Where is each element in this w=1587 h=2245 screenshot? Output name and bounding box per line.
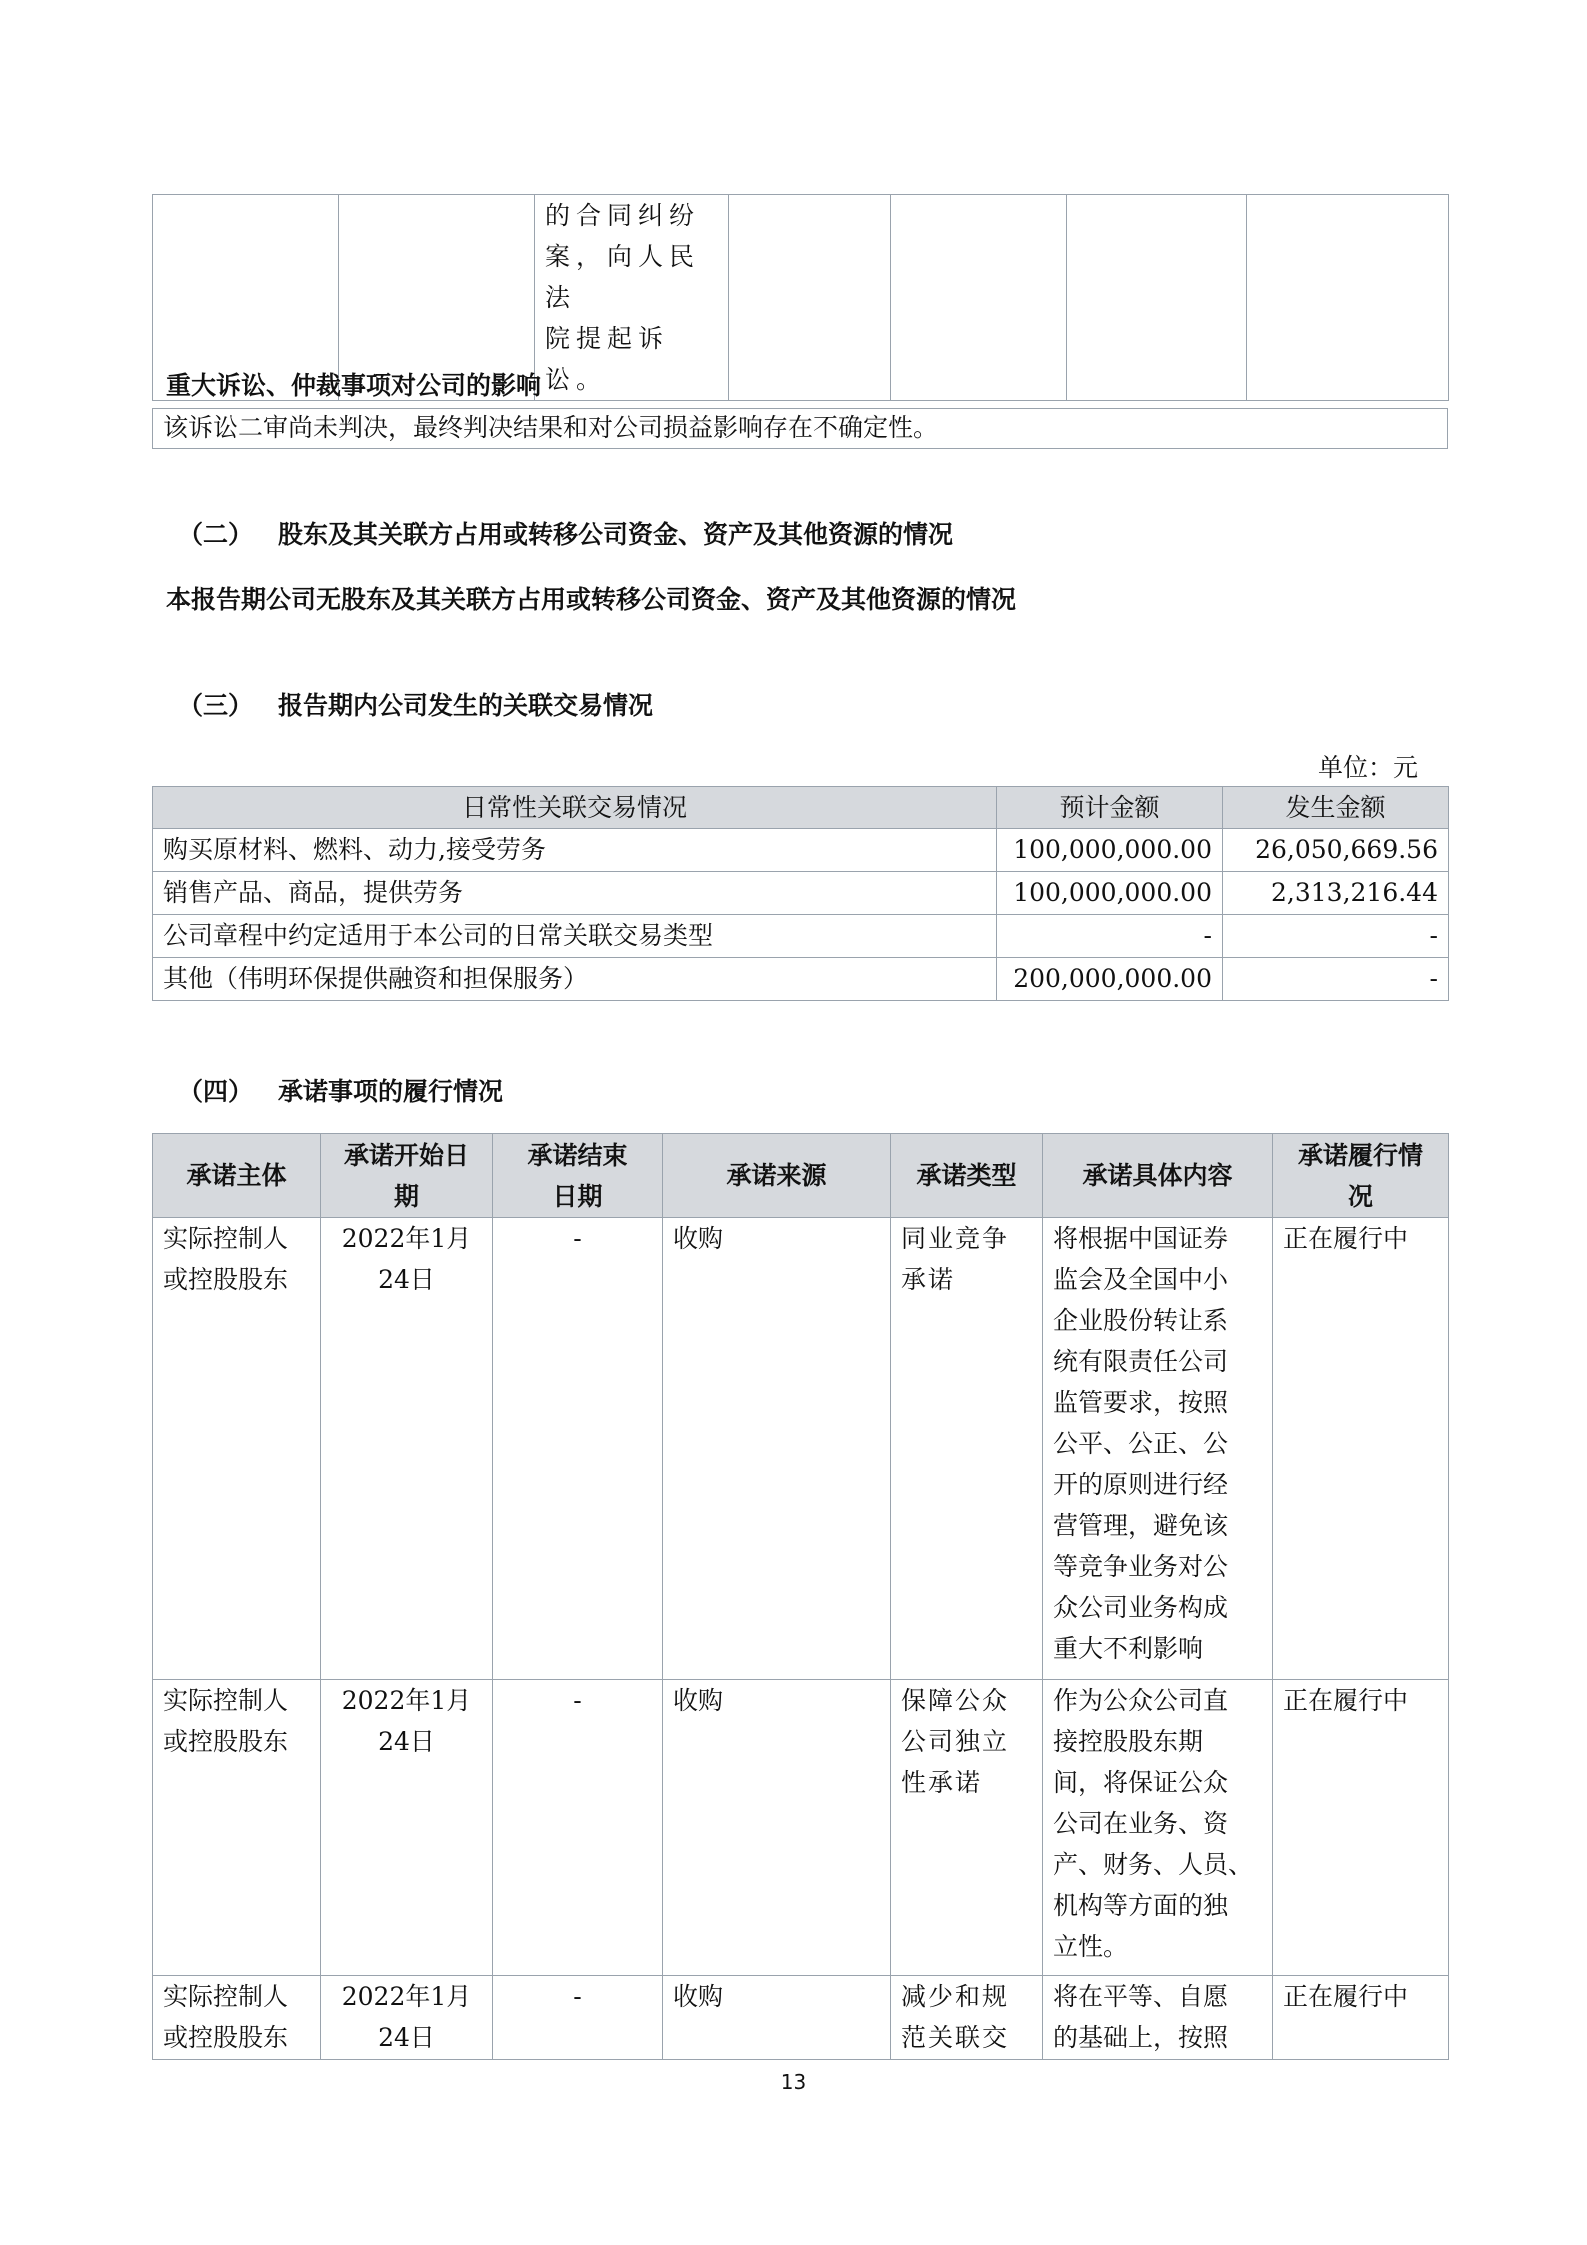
table-row [153,915,1449,958]
table-cell: 保障公众 公司独立 性承诺 [891,1680,1043,1976]
table-header-row [153,1134,1449,1218]
table-header-row [153,787,1449,829]
table-cell: 实际控制人 或控股股东 [153,1976,321,2060]
unit-label: 单位：元 [1318,753,1419,782]
table-row [153,1976,1449,2060]
table-cell: 收购 [663,1218,891,1680]
section3-title: 报告期内公司发生的关联交易情况 [278,691,654,720]
table-cell: 正在履行中 [1273,1976,1449,2060]
table-cell: 实际控制人 或控股股东 [153,1680,321,1976]
table-cell: - [493,1680,663,1976]
table-row [153,958,1449,1001]
table-cell: 公司章程中约定适用于本公司的日常关联交易类型 [153,915,997,958]
table-cell: 减少和规 范关联交 [891,1976,1043,2060]
column-header: 预计金额 [997,787,1223,829]
table-cell: 购买原材料、燃料、动力,接受劳务 [153,829,997,872]
impact-text: 该诉讼二审尚未判决，最终判决结果和对公司损益影响存在不确定性。 [153,409,1448,449]
impact-title: 重大诉讼、仲裁事项对公司的影响 [166,371,542,400]
table-cell: 的合同纠纷 案，向人民法 院提起诉讼。 [535,195,729,401]
table-cell: 26,050,669.56 [1223,829,1449,872]
section2-number: （二） [178,520,254,549]
column-header: 承诺类型 [891,1134,1043,1218]
section2-statement: 本报告期公司无股东及其关联方占用或转移公司资金、资产及其他资源的情况 [166,585,1017,614]
table-cell: - [1223,915,1449,958]
table-row [153,872,1449,915]
section3-number: （三） [178,691,254,720]
table-cell: 2,313,216.44 [1223,872,1449,915]
impact-box [152,408,1448,449]
table-cell: 2022年1月 24日 [321,1976,493,2060]
page-number: 13 [780,2070,807,2094]
column-header: 日常性关联交易情况 [153,787,997,829]
table-row [153,829,1449,872]
table-cell: - [493,1218,663,1680]
table-cell: - [1223,958,1449,1001]
column-header: 承诺来源 [663,1134,891,1218]
related-transactions-table [152,786,1449,1001]
section4-number: （四） [178,1077,254,1106]
column-header: 发生金额 [1223,787,1449,829]
table-cell: 销售产品、商品，提供劳务 [153,872,997,915]
column-header: 承诺履行情 况 [1273,1134,1449,1218]
table-cell: 收购 [663,1680,891,1976]
section4-title: 承诺事项的履行情况 [278,1077,504,1106]
table-cell: 200,000,000.00 [997,958,1223,1001]
table-cell: 作为公众公司直 接控股股东期 间，将保证公众 公司在业务、资 产、财务、人员、 机构等方面的独 立性。 [1043,1680,1273,1976]
table-cell: 同业竞争 承诺 [891,1218,1043,1680]
table-cell: 将根据中国证券 监会及全国中小 企业股份转让系 统有限责任公司 监管要求，按照 公平、公正、公 开的原则进行经 营管理，避免该 等竞争业务对公 众公司业务构成 重大不利影响 [1043,1218,1273,1680]
table-cell: - [493,1976,663,2060]
section2-title: 股东及其关联方占用或转移公司资金、资产及其他资源的情况 [278,520,954,549]
table-row [153,1218,1449,1680]
table-cell: 收购 [663,1976,891,2060]
table-cell: 正在履行中 [1273,1218,1449,1680]
column-header: 承诺结束 日期 [493,1134,663,1218]
table-cell: 正在履行中 [1273,1680,1449,1976]
commitments-table [152,1133,1449,2060]
column-header: 承诺开始日 期 [321,1134,493,1218]
table-cell: 100,000,000.00 [997,872,1223,915]
table-row [153,1680,1449,1976]
table-cell: 将在平等、自愿 的基础上，按照 [1043,1976,1273,2060]
table-cell: 实际控制人 或控股股东 [153,1218,321,1680]
table-cell: 2022年1月 24日 [321,1680,493,1976]
table-cell: 100,000,000.00 [997,829,1223,872]
table-cell: 其他（伟明环保提供融资和担保服务） [153,958,997,1001]
table-cell: 2022年1月 24日 [321,1218,493,1680]
table-cell: - [997,915,1223,958]
column-header: 承诺主体 [153,1134,321,1218]
column-header: 承诺具体内容 [1043,1134,1273,1218]
